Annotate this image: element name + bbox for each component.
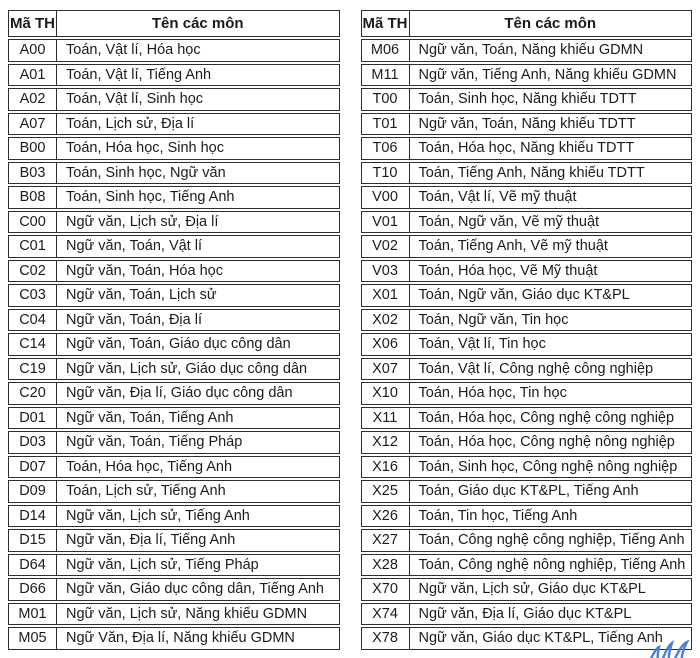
combination-subjects: Ngữ văn, Toán, Năng khiếu GDMN — [418, 42, 644, 58]
table-row — [361, 333, 693, 356]
combination-subjects: Toán, Tin học, Tiếng Anh — [418, 507, 578, 524]
combination-subjects: Toán, Vật lí, Hóa học — [66, 42, 201, 58]
table-row — [361, 456, 693, 479]
blue-signature-watermark — [646, 640, 694, 658]
table-row — [361, 88, 693, 111]
combination-subjects: Toán, Sinh học, Ngữ văn — [66, 164, 226, 181]
combination-subjects: Ngữ văn, Địa lí, Giáo dục KT&PL — [418, 605, 632, 622]
table-row — [8, 186, 340, 209]
combination-code: X06 — [362, 334, 410, 355]
combination-subjects: Ngữ văn, Giáo dục công dân, Tiếng Anh — [66, 581, 324, 597]
combination-code: D14 — [9, 506, 57, 527]
combination-subjects: Ngữ văn, Địa lí, Giáo dục công dân — [66, 385, 293, 401]
table-row — [361, 260, 693, 283]
combination-subjects: Toán, Hóa học, Công nghệ nông nghiệp — [418, 434, 675, 450]
combination-subjects: Toán, Sinh học, Năng khiếu TDTT — [418, 91, 637, 107]
combination-code: V00 — [362, 187, 410, 208]
combination-subjects: Toán, Sinh học, Công nghệ nông nghiệp — [418, 458, 678, 475]
combination-code: V03 — [362, 261, 410, 282]
combination-subjects: Ngữ văn, Lịch sử, Tiếng Pháp — [66, 556, 259, 573]
combination-subjects: Ngữ văn, Tiếng Anh, Năng khiếu GDMN — [418, 66, 677, 83]
table-row — [361, 211, 693, 234]
combination-subjects: Ngữ văn, Giáo dục KT&PL, Tiếng Anh — [418, 630, 663, 646]
combination-subjects: Toán, Sinh học, Tiếng Anh — [66, 189, 235, 205]
combination-subjects: Toán, Công nghệ công nghiệp, Tiếng Anh — [418, 532, 685, 548]
table-row — [361, 431, 693, 454]
column-header-subjects: Tên các môn — [504, 15, 597, 32]
table-row — [361, 284, 693, 307]
combination-code: X07 — [362, 359, 410, 380]
combination-subjects: Ngữ Văn, Địa lí, Năng khiếu GDMN — [66, 630, 295, 646]
combination-subjects: Ngữ văn, Lịch sử, Năng khiếu GDMN — [66, 605, 308, 622]
combination-code: D07 — [9, 457, 57, 478]
table-row — [8, 505, 340, 528]
table-row — [361, 505, 693, 528]
table-row — [8, 480, 340, 503]
combination-code: D03 — [9, 432, 57, 453]
combination-code: X01 — [362, 285, 410, 306]
combination-code: X70 — [362, 579, 410, 600]
combination-subjects: Ngữ văn, Lịch sử, Giáo dục KT&PL — [418, 581, 646, 597]
combination-code: X78 — [362, 628, 410, 649]
column-header-code: Mã TH — [9, 11, 57, 36]
combination-subjects: Ngữ văn, Lịch sử, Địa lí — [66, 213, 219, 230]
combination-code: M11 — [362, 65, 410, 86]
table-row — [361, 578, 693, 601]
combination-subjects: Ngữ văn, Toán, Hóa học — [66, 262, 223, 279]
table-row — [361, 529, 693, 552]
combination-code: C02 — [9, 261, 57, 282]
combination-subjects: Toán, Lịch sử, Địa lí — [66, 115, 195, 132]
combination-code: A07 — [9, 114, 57, 135]
combination-subjects: Toán, Hóa học, Tiếng Anh — [66, 458, 233, 475]
combination-subjects: Toán, Vật lí, Tin học — [418, 336, 546, 352]
table-row — [361, 113, 693, 136]
combination-subjects: Ngữ văn, Toán, Địa lí — [66, 311, 202, 328]
combination-subjects: Toán, Vật lí, Tiếng Anh — [66, 66, 212, 83]
table-row — [361, 64, 693, 87]
combination-table-left — [8, 10, 340, 650]
table-row — [361, 162, 693, 185]
combination-code: A02 — [9, 89, 57, 110]
combination-code: A01 — [9, 65, 57, 86]
combination-subjects: Toán, Lịch sử, Tiếng Anh — [66, 483, 226, 499]
combination-code: C20 — [9, 383, 57, 404]
table-row — [361, 137, 693, 160]
table-row — [361, 186, 693, 209]
combination-subjects: Ngữ văn, Toán, Lịch sử — [66, 287, 217, 303]
combination-subjects: Toán, Tiếng Anh, Vẽ mỹ thuật — [418, 238, 608, 254]
table-row — [8, 358, 340, 381]
table-row — [8, 260, 340, 283]
table-row — [361, 627, 693, 650]
combination-subjects: Toán, Hóa học, Năng khiếu TDTT — [418, 140, 635, 156]
table-row — [361, 603, 693, 626]
combination-subjects: Toán, Ngữ văn, Tin học — [418, 311, 569, 328]
table-header-row — [361, 10, 693, 37]
combination-subjects: Toán, Vật lí, Vẽ mỹ thuật — [418, 189, 577, 205]
combination-table-right — [361, 10, 693, 650]
table-row — [8, 382, 340, 405]
combination-subjects: Toán, Ngữ văn, Giáo dục KT&PL — [418, 287, 630, 303]
table-row — [8, 529, 340, 552]
combination-subjects: Toán, Vật lí, Sinh học — [66, 91, 204, 107]
table-row — [8, 431, 340, 454]
combination-subjects: Ngữ văn, Toán, Tiếng Pháp — [66, 434, 243, 450]
combination-subjects: Toán, Ngữ văn, Vẽ mỹ thuật — [418, 213, 600, 230]
combination-code: D15 — [9, 530, 57, 551]
combination-code: B00 — [9, 138, 57, 159]
combination-code: C04 — [9, 310, 57, 331]
combination-subjects: Ngữ văn, Toán, Giáo dục công dân — [66, 336, 291, 352]
combination-code: C14 — [9, 334, 57, 355]
column-header-code: Mã TH — [362, 11, 410, 36]
combination-code: T00 — [362, 89, 410, 110]
table-row — [8, 162, 340, 185]
combination-code: M05 — [9, 628, 57, 649]
combination-subjects: Ngữ văn, Lịch sử, Tiếng Anh — [66, 507, 250, 524]
combination-code: X11 — [362, 408, 410, 429]
combination-subjects: Toán, Hóa học, Công nghệ công nghiệp — [418, 409, 675, 426]
combination-subjects: Ngữ văn, Toán, Năng khiếu TDTT — [418, 115, 636, 132]
combination-subjects: Ngữ văn, Toán, Tiếng Anh — [66, 409, 234, 426]
combination-code: X25 — [362, 481, 410, 502]
combination-code: V02 — [362, 236, 410, 257]
combination-code: C01 — [9, 236, 57, 257]
combination-code: X27 — [362, 530, 410, 551]
table-row — [8, 456, 340, 479]
combination-code: T06 — [362, 138, 410, 159]
table-row — [8, 235, 340, 258]
table-row — [8, 603, 340, 626]
combination-code: M06 — [362, 40, 410, 61]
combination-code: D01 — [9, 408, 57, 429]
combination-code: X12 — [362, 432, 410, 453]
combination-subjects: Ngữ văn, Địa lí, Tiếng Anh — [66, 532, 236, 548]
table-row — [8, 64, 340, 87]
table-row — [8, 578, 340, 601]
combination-code: D09 — [9, 481, 57, 502]
table-row — [361, 480, 693, 503]
combination-code: X16 — [362, 457, 410, 478]
table-row — [361, 358, 693, 381]
table-row — [361, 554, 693, 577]
combination-code: X10 — [362, 383, 410, 404]
combination-code: D66 — [9, 579, 57, 600]
combination-code: X28 — [362, 555, 410, 576]
column-header-subjects: Tên các môn — [151, 15, 244, 32]
table-row — [8, 137, 340, 160]
table-row — [361, 382, 693, 405]
combination-code: D64 — [9, 555, 57, 576]
table-row — [8, 407, 340, 430]
table-row — [8, 39, 340, 62]
combination-code: X74 — [362, 604, 410, 625]
combination-code: X26 — [362, 506, 410, 527]
combination-code: C19 — [9, 359, 57, 380]
combination-code: A00 — [9, 40, 57, 61]
combination-subjects: Toán, Hóa học, Sinh học — [66, 140, 224, 156]
table-row — [8, 88, 340, 111]
combination-subjects: Toán, Hóa học, Vẽ Mỹ thuật — [418, 262, 598, 279]
table-row — [361, 309, 693, 332]
combination-code: X02 — [362, 310, 410, 331]
combination-code: B08 — [9, 187, 57, 208]
table-row — [8, 333, 340, 356]
combination-subjects: Ngữ văn, Lịch sử, Giáo dục công dân — [66, 360, 308, 377]
combination-code: B03 — [9, 163, 57, 184]
combination-subjects: Toán, Công nghệ nông nghiệp, Tiếng Anh — [418, 556, 686, 573]
table-row — [8, 627, 340, 650]
combination-code: V01 — [362, 212, 410, 233]
combination-subjects: Toán, Hóa học, Tin học — [418, 385, 567, 401]
combination-code: C03 — [9, 285, 57, 306]
combination-code: M01 — [9, 604, 57, 625]
combination-subjects: Toán, Giáo dục KT&PL, Tiếng Anh — [418, 483, 639, 499]
table-row — [8, 113, 340, 136]
table-row — [361, 407, 693, 430]
table-row — [361, 235, 693, 258]
table-row — [8, 284, 340, 307]
combination-subjects: Toán, Vật lí, Công nghệ công nghiệp — [418, 360, 654, 377]
table-row — [361, 39, 693, 62]
combination-code: C00 — [9, 212, 57, 233]
combination-code: T10 — [362, 163, 410, 184]
combination-subjects: Ngữ văn, Toán, Vật lí — [66, 238, 202, 254]
combination-subjects: Toán, Tiếng Anh, Năng khiếu TDTT — [418, 164, 645, 181]
table-header-row — [8, 10, 340, 37]
table-row — [8, 554, 340, 577]
table-row — [8, 211, 340, 234]
combination-code: T01 — [362, 114, 410, 135]
table-row — [8, 309, 340, 332]
